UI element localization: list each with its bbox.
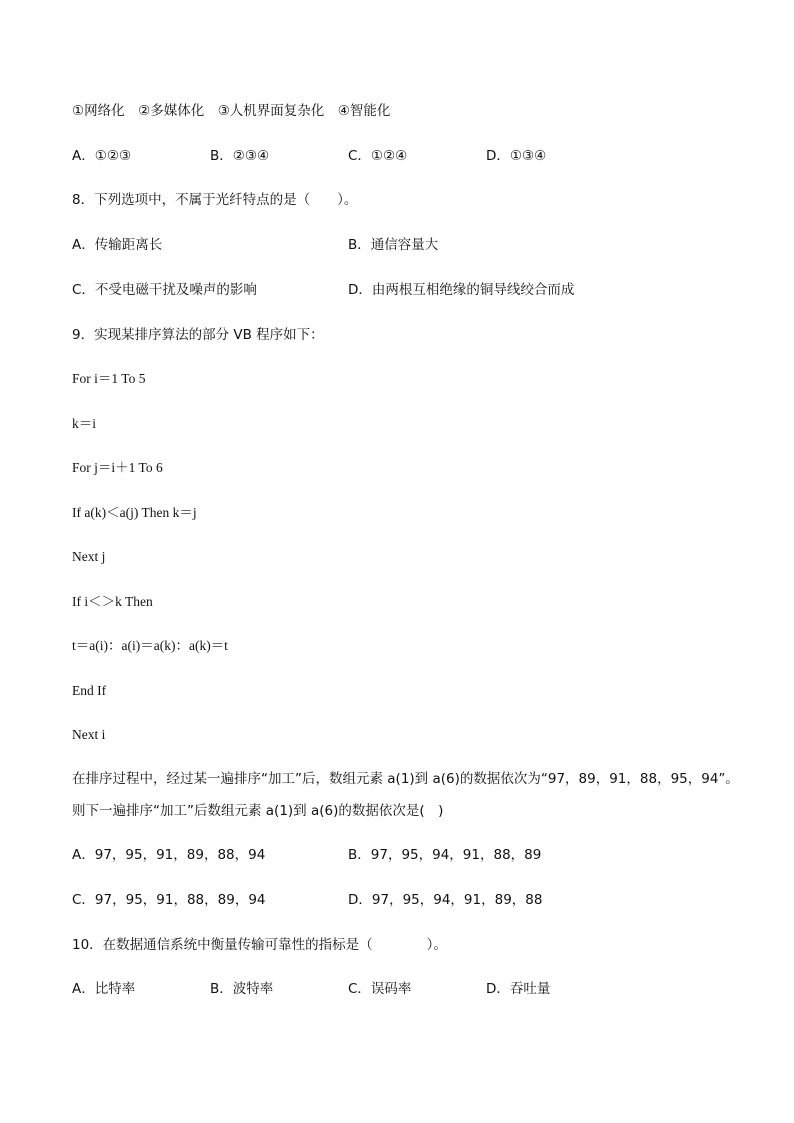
code-line: Next i [72, 727, 106, 742]
q7-items: ①网络化 ②多媒体化 ③人机界面复杂化 ④智能化 [72, 103, 391, 119]
code-line: If a(k)＜a(j) Then k＝j [72, 505, 197, 520]
q10-option-a: A．比特率 [72, 981, 136, 997]
q8-option-a: A．传输距离长 [72, 237, 163, 253]
code-line: k＝i [72, 416, 97, 431]
q10-option-d: D．吞吐量 [486, 981, 551, 997]
q8-option-b: B．通信容量大 [348, 237, 439, 253]
q9-paragraph-1: 在排序过程中，经过某一遍排序“加工”后，数组元素 a(1)到 a(6)的数据依次为“97，89，91，88，95，94”。 [72, 771, 739, 787]
code-line: If i＜＞k Then [72, 594, 153, 609]
q9-option-b: B．97，95，94，91，88，89 [348, 847, 542, 863]
q8-option-d: D．由两根互相绝缘的铜导线绞合而成 [348, 282, 575, 298]
q9-stem: 9．实现某排序算法的部分 VB 程序如下： [72, 327, 324, 343]
code-line: For j＝i＋1 To 6 [72, 460, 163, 475]
q7-option-a: A．①②③ [72, 148, 132, 164]
q7-option-d: D．①③④ [486, 148, 547, 164]
code-line: Next j [72, 549, 106, 564]
q8-option-c: C．不受电磁干扰及噪声的影响 [72, 282, 257, 298]
q9-option-c: C．97，95，91，88，89，94 [72, 892, 266, 908]
code-line: For i＝1 To 5 [72, 371, 146, 386]
q7-option-b: B．②③④ [210, 148, 270, 164]
q7-option-c: C．①②④ [348, 148, 408, 164]
code-line: t＝a(i)：a(i)＝a(k)：a(k)＝t [72, 638, 228, 653]
q10-stem: 10．在数据通信系统中衡量传输可靠性的指标是（ ）。 [72, 937, 447, 953]
q9-option-d: D．97，95，94，91，89，88 [348, 892, 543, 908]
q8-stem: 8．下列选项中，不属于光纤特点的是（ ）。 [72, 192, 358, 208]
code-line: End If [72, 683, 107, 698]
q10-option-c: C．误码率 [348, 981, 412, 997]
q9-option-a: A．97，95，91，89，88，94 [72, 847, 266, 863]
q9-paragraph-2: 则下一遍排序“加工”后数组元素 a(1)到 a(6)的数据依次是( ) [72, 803, 444, 819]
q10-option-b: B．波特率 [210, 981, 274, 997]
